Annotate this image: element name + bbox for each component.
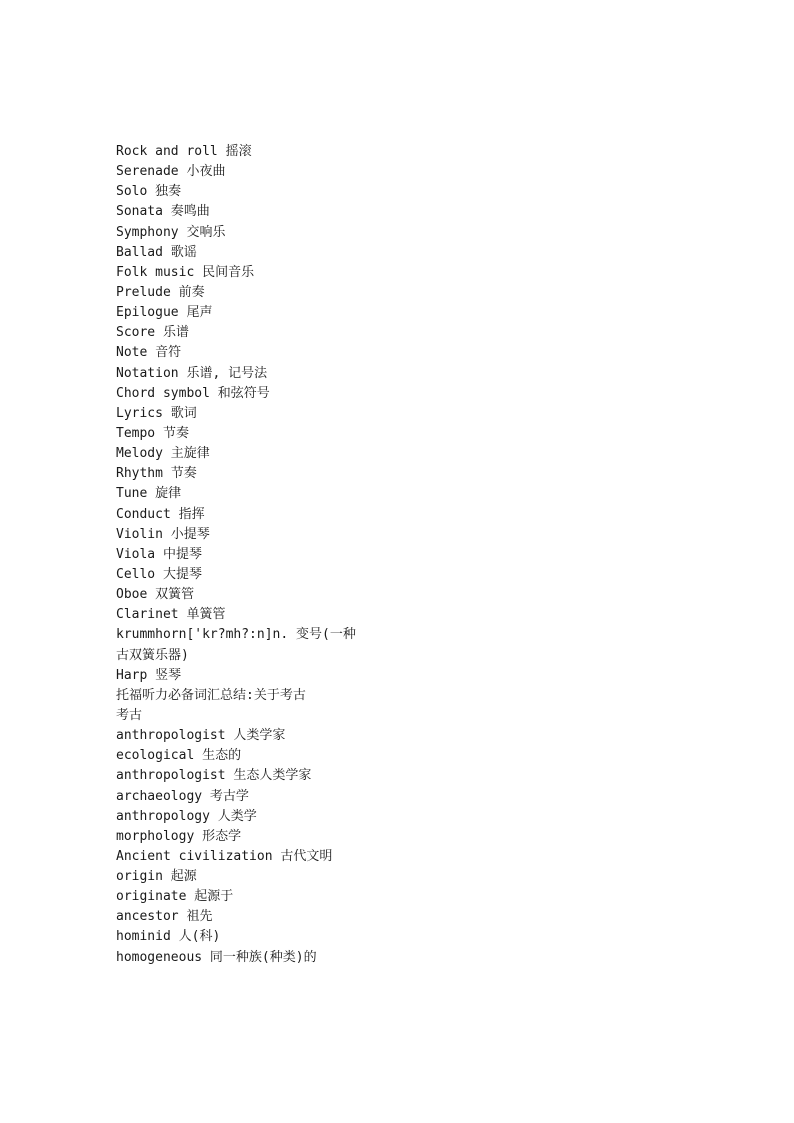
vocab-line: Ancient civilization 古代文明: [116, 848, 333, 864]
vocab-line: archaeology 考古学: [116, 788, 249, 804]
vocab-line: Serenade 小夜曲: [116, 164, 226, 180]
vocab-line: Tempo 节奏: [116, 425, 189, 441]
vocab-line: Melody 主旋律: [116, 446, 210, 462]
vocab-line: anthropologist 人类学家: [116, 728, 286, 744]
vocab-line: Conduct 指挥: [116, 506, 205, 522]
vocab-line: Rock and roll 摇滚: [116, 144, 252, 159]
vocab-line: Viola 中提琴: [116, 546, 202, 562]
vocabulary-list: [116, 142, 376, 968]
vocab-line: anthropologist 生态人类学家: [116, 768, 312, 784]
section-heading: 考古: [116, 707, 143, 723]
vocab-line: Note 音符: [116, 345, 182, 361]
vocab-line: ancestor 祖先: [116, 909, 213, 925]
vocab-line: Harp 竖琴: [116, 667, 182, 683]
vocab-line: Solo 独奏: [116, 184, 182, 200]
vocab-line: Score 乐谱: [116, 325, 189, 341]
vocab-line: Ballad 歌谣: [116, 244, 197, 260]
vocab-line: ecological 生态的: [116, 748, 242, 764]
vocab-line: Prelude 前奏: [116, 284, 205, 300]
vocab-line: Rhythm 节奏: [116, 466, 197, 482]
vocab-line: Notation 乐谱, 记号法: [116, 365, 268, 381]
vocab-line: hominid 人(科): [116, 929, 221, 945]
vocab-line: Sonata 奏鸣曲: [116, 204, 210, 220]
vocab-line: Symphony 交响乐: [116, 224, 226, 240]
vocab-line: originate 起源于: [116, 889, 234, 905]
vocab-line: Tune 旋律: [116, 486, 182, 502]
vocab-line: origin 起源: [116, 869, 197, 885]
vocab-line: 古双簧乐器): [116, 647, 189, 663]
vocab-line: krummhorn['kr?mh?:n]n. 变号(一种: [116, 627, 356, 643]
vocab-line: morphology 形态学: [116, 828, 242, 844]
section-heading: 托福听力必备词汇总结:关于考古: [116, 687, 306, 703]
vocab-line: Oboe 双簧管: [116, 587, 195, 603]
vocab-line: Cello 大提琴: [116, 566, 202, 582]
vocab-line: Folk music 民间音乐: [116, 264, 255, 280]
vocab-line: Chord symbol 和弦符号: [116, 385, 270, 401]
vocab-line: homogeneous 同一种族(种类)的: [116, 949, 317, 965]
vocab-line: Clarinet 单簧管: [116, 607, 226, 623]
vocab-line: Epilogue 尾声: [116, 305, 213, 321]
vocab-line: Violin 小提琴: [116, 526, 210, 542]
vocab-line: Lyrics 歌词: [116, 405, 197, 421]
vocab-line: anthropology 人类学: [116, 808, 257, 824]
